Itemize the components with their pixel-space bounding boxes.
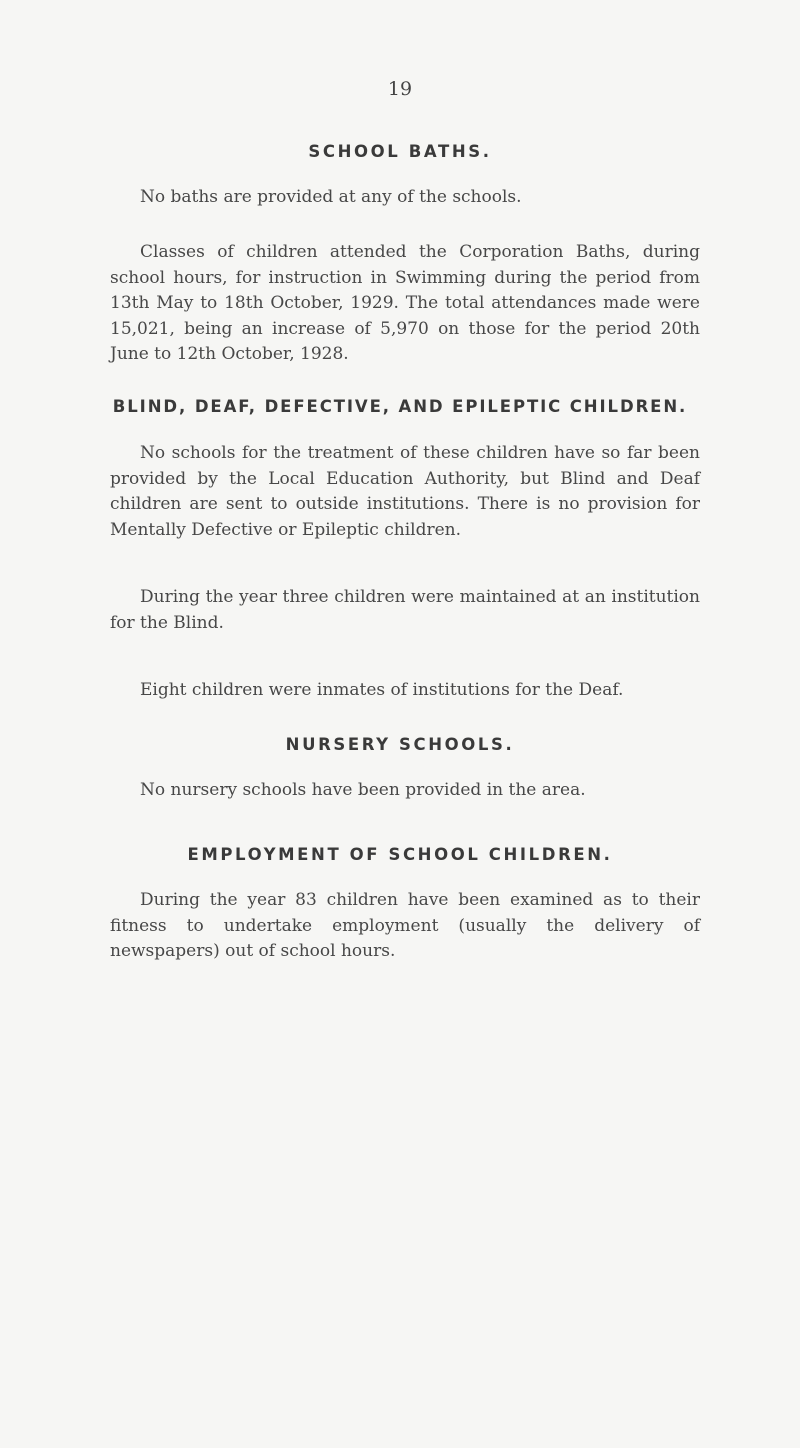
paragraph-institution-deaf: Eight children were inmates of institutions for the Deaf. <box>140 680 624 700</box>
heading-school-baths: SCHOOL BATHS. <box>308 142 492 161</box>
paragraph-employment: During the year 83 children have been examined as to their fitness to undertake employment (usually the delivery of newspapers) out of school hours. <box>110 890 700 961</box>
paragraph-no-nursery-schools: No nursery schools have been provided in the area. <box>140 780 586 800</box>
page-number: 19 <box>387 78 413 100</box>
heading-employment: EMPLOYMENT OF SCHOOL CHILDREN. <box>187 845 613 864</box>
paragraph-no-baths: No baths are provided at any of the schools. <box>140 187 522 207</box>
paragraph-no-schools-treatment: No schools for the treatment of these children have so far been provided by the Local Education Authority, but Blind and Deaf children are sent to outside institutions. There is no provision for Mentally Defective or Epileptic children. <box>110 443 700 540</box>
paragraph-institution-blind: During the year three children were maintained at an institution for the Blind. <box>110 587 700 633</box>
heading-nursery-schools: NURSERY SCHOOLS. <box>285 735 515 754</box>
heading-blind-deaf: BLIND, DEAF, DEFECTIVE, AND EPILEPTIC CHILDREN. <box>112 397 688 416</box>
paragraph-corporation-baths: Classes of children attended the Corporation Baths, during school hours, for instruction in Swimming during the period from 13th May to 18th October, 1929. The total attendances made were 15,021, being an increase of 5,970 on those for the period 20th June to 12th October, 1928. <box>110 242 700 364</box>
